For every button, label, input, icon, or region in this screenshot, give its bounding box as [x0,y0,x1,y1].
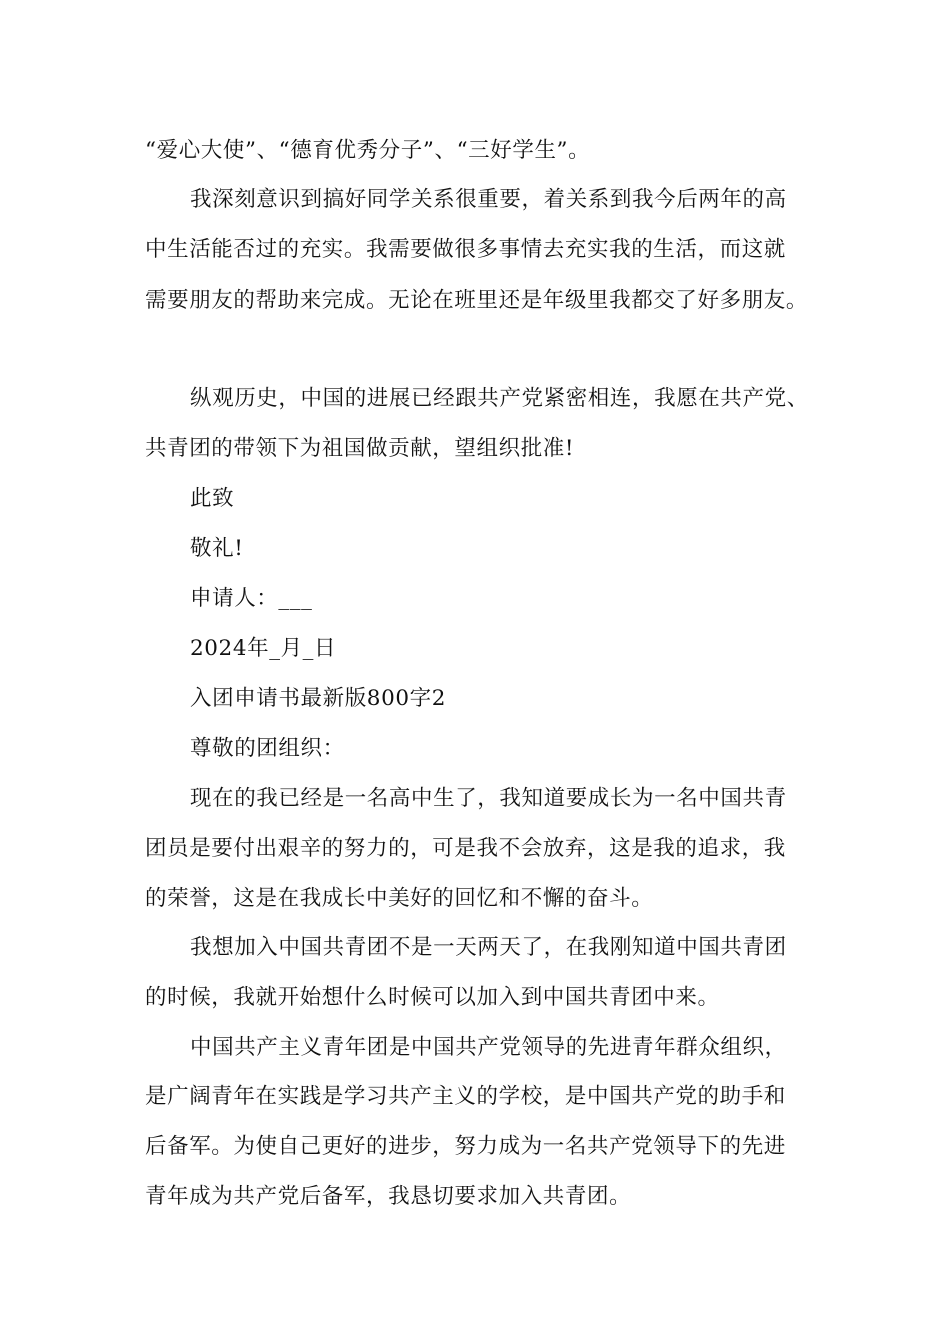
paragraph-start: 我想加入中国共青团不是一天两天了，在我刚知道中国共青团 [190,935,787,960]
text-line: 后备军。为使自己更好的进步，努力成为一名共产党领导下的先进 [145,1134,786,1159]
greeting: 尊敬的团组织： [190,736,345,761]
closing-salutation: 此致 [190,486,235,511]
text-line: 是广阔青年在实践是学习共产主义的学校，是中国共产党的助手和 [145,1084,786,1109]
paragraph-start: 纵观历史，中国的进展已经跟共产党紧密相连，我愿在共产党、 [190,386,809,411]
text-line: 需要朋友的帮助来完成。无论在班里还是年级里我都交了好多朋友。 [145,288,809,313]
text-line: 的荣誉，这是在我成长中美好的回忆和不懈的奋斗。 [145,886,654,911]
text-line: 共青团的带领下为祖国做贡献，望组织批准! [145,436,575,461]
text-line: 中生活能否过的充实。我需要做很多事情去充实我的生活，而这就 [145,237,786,262]
paragraph-start: 我深刻意识到搞好同学关系很重要，着关系到我今后两年的高 [190,187,787,212]
paragraph-start: 现在的我已经是一名高中生了，我知道要成长为一名中国共青 [190,786,787,811]
closing-regards: 敬礼! [190,536,244,561]
text-line: “爱心大使”、“德育优秀分子”、“三好学生”。 [145,138,591,163]
date-line: 2024年_月_日 [190,636,337,661]
section-title: 入团申请书最新版800字2 [190,686,447,711]
text-line: 青年成为共产党后备军，我恳切要求加入共青团。 [145,1184,632,1209]
text-line: 团员是要付出艰辛的努力的，可是我不会放弃，这是我的追求，我 [145,836,786,861]
applicant-signature: 申请人：___ [190,586,313,611]
paragraph-start: 中国共产主义青年团是中国共产党领导的先进青年群众组织， [190,1035,787,1060]
text-line: 的时候，我就开始想什么时候可以加入到中国共青团中来。 [145,985,720,1010]
